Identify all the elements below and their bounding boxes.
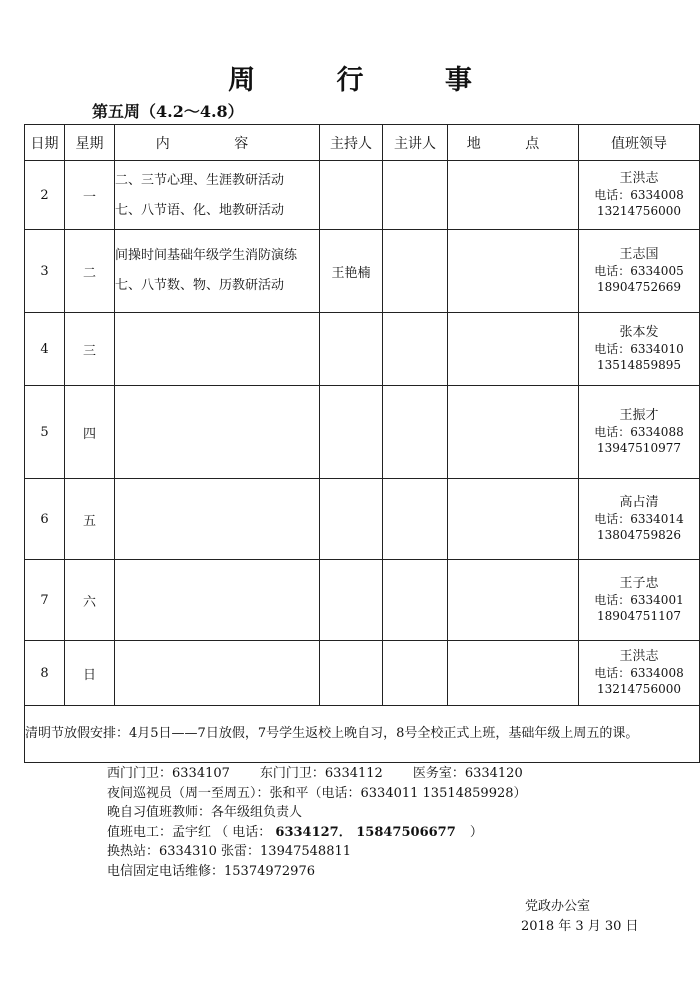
header-weekday: 星期 <box>65 125 115 161</box>
row-host <box>320 560 383 641</box>
header-date: 日期 <box>25 125 65 161</box>
leader-name: 高占清 <box>619 495 659 510</box>
row-weekday: 五 <box>65 479 115 560</box>
table-row <box>25 313 700 386</box>
row-content <box>115 313 320 386</box>
row-date: 7 <box>25 560 65 641</box>
row-host: 王艳楠 <box>320 230 383 313</box>
row-content <box>115 560 320 641</box>
table-row <box>25 641 700 706</box>
table-row <box>25 386 700 479</box>
row-location <box>448 161 579 230</box>
leader-phone: 电话：6334014 <box>594 512 684 526</box>
clinic: 医务室：6334120 <box>412 766 523 781</box>
page-title: 周 行 事 <box>228 65 508 96</box>
row-host <box>320 641 383 706</box>
row-location <box>448 313 579 386</box>
leader-name: 张本发 <box>619 325 659 340</box>
table-header-row <box>25 125 700 161</box>
leader-name: 王洪志 <box>619 649 659 664</box>
header-location: 地 点 <box>448 125 579 161</box>
leader-mobile: 18904751107 <box>597 609 681 623</box>
leader-name: 王子忠 <box>619 576 659 591</box>
row-leader <box>579 479 700 560</box>
notice-row <box>25 706 700 763</box>
signature <box>521 897 639 937</box>
row-host <box>320 479 383 560</box>
leader-phone: 电话：6334088 <box>594 425 684 439</box>
office-name: 党政办公室 <box>525 899 591 914</box>
table-row <box>25 560 700 641</box>
signature-date: 2018 年 3 月 30 日 <box>521 919 639 934</box>
row-speaker <box>383 386 448 479</box>
row-leader <box>579 230 700 313</box>
leader-phone: 电话：6334008 <box>594 666 684 680</box>
row-weekday: 三 <box>65 313 115 386</box>
row-location <box>448 479 579 560</box>
row-location <box>448 560 579 641</box>
row-leader <box>579 641 700 706</box>
row-date: 5 <box>25 386 65 479</box>
row-leader <box>579 386 700 479</box>
leader-phone: 电话：6334001 <box>594 593 684 607</box>
row-speaker <box>383 641 448 706</box>
header-host: 主持人 <box>320 125 383 161</box>
row-speaker <box>383 161 448 230</box>
west-gate: 西门门卫：6334107 <box>107 766 230 781</box>
row-content <box>115 479 320 560</box>
row-location <box>448 386 579 479</box>
leader-name: 王振才 <box>619 408 659 423</box>
content-line: 二、三节心理、生涯教研活动 <box>115 173 285 188</box>
row-content <box>115 641 320 706</box>
leader-mobile: 13804759826 <box>597 528 681 542</box>
row-weekday: 二 <box>65 230 115 313</box>
night-patrol: 夜间巡视员（周一至周五）：张和平（电话：6334011 13514859928） <box>107 785 527 801</box>
row-host <box>320 161 383 230</box>
row-content <box>115 161 320 230</box>
row-location <box>448 641 579 706</box>
telecom-repair: 电信固定电话维修：15374972976 <box>107 863 315 879</box>
header-speaker: 主讲人 <box>383 125 448 161</box>
row-date: 2 <box>25 161 65 230</box>
row-location <box>448 230 579 313</box>
header-content: 内 容 <box>115 125 320 161</box>
content-line: 间操时间基础年级学生消防演练 <box>115 248 298 263</box>
row-date: 8 <box>25 641 65 706</box>
row-date: 6 <box>25 479 65 560</box>
table-row <box>25 479 700 560</box>
content-line: 七、八节语、化、地教研活动 <box>115 203 285 218</box>
row-content <box>115 230 320 313</box>
electrician <box>107 823 527 843</box>
table-row <box>25 230 700 313</box>
row-weekday: 四 <box>65 386 115 479</box>
row-speaker <box>383 230 448 313</box>
gate-contacts <box>107 764 527 784</box>
week-label: 第五周（4.2～4.8） <box>92 102 244 121</box>
heating-station: 换热站：6334310 张雷：13947548811 <box>107 844 352 859</box>
row-content <box>115 386 320 479</box>
contact-info <box>107 764 527 881</box>
row-leader <box>579 560 700 641</box>
row-leader <box>579 313 700 386</box>
row-date: 4 <box>25 313 65 386</box>
electrician-phones: 6334127． 15847506677 <box>275 824 456 840</box>
leader-phone: 电话：6334008 <box>594 188 684 202</box>
row-speaker <box>383 560 448 641</box>
row-leader <box>579 161 700 230</box>
content-line: 七、八节数、物、历教研活动 <box>115 278 285 293</box>
row-host <box>320 386 383 479</box>
table-row <box>25 161 700 230</box>
leader-mobile: 18904752669 <box>597 280 681 294</box>
row-speaker <box>383 479 448 560</box>
row-speaker <box>383 313 448 386</box>
row-weekday: 日 <box>65 641 115 706</box>
leader-name: 王洪志 <box>619 171 659 186</box>
east-gate: 东门门卫：6334112 <box>259 766 383 781</box>
row-weekday: 六 <box>65 560 115 641</box>
leader-mobile: 13214756000 <box>597 204 681 218</box>
row-date: 3 <box>25 230 65 313</box>
leader-mobile: 13514859895 <box>597 358 681 372</box>
electrician-close: ） <box>469 824 483 840</box>
electrician-label: 值班电工：孟宇红 （ 电话： <box>107 824 272 840</box>
leader-mobile: 13214756000 <box>597 682 681 696</box>
leader-phone: 电话：6334010 <box>594 342 684 356</box>
evening-study: 晚自习值班教师：各年级组负责人 <box>107 805 303 820</box>
header-leader: 值班领导 <box>579 125 700 161</box>
row-weekday: 一 <box>65 161 115 230</box>
holiday-notice: 清明节放假安排：4月5日——7日放假，7号学生返校上晚自习，8号全校正式上班，基础年级上周五的课。 <box>25 706 700 763</box>
leader-mobile: 13947510977 <box>597 441 681 455</box>
leader-name: 王志国 <box>619 247 659 262</box>
row-host <box>320 313 383 386</box>
schedule-table <box>24 124 700 763</box>
leader-phone: 电话：6334005 <box>594 264 684 278</box>
